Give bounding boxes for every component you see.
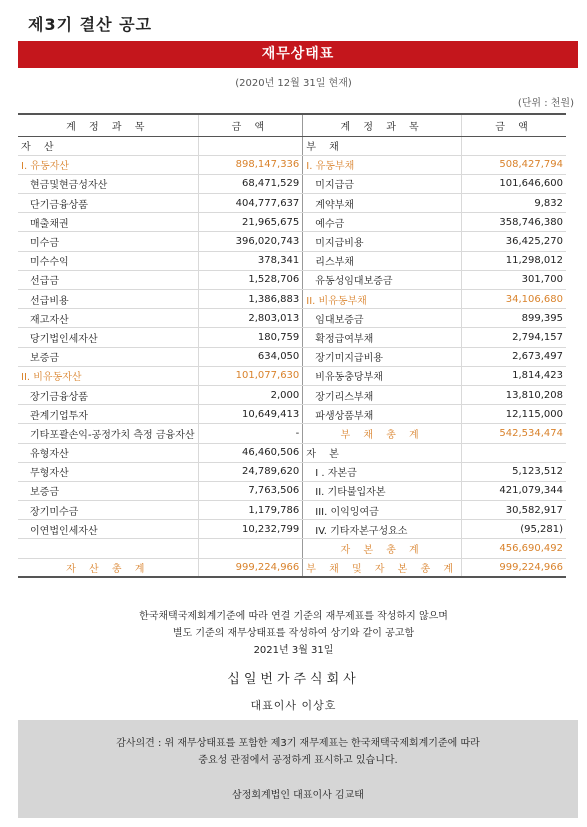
liability-equity-account: 부 채 총 계 [303,424,462,443]
liability-equity-amount: 30,582,917 [461,501,566,520]
asset-amount: 21,965,675 [198,213,303,232]
asset-amount: 999,224,966 [198,558,303,577]
liability-equity-account: 미지급비용 [303,232,462,251]
liability-equity-amount: 36,425,270 [461,232,566,251]
asset-amount: 2,000 [198,385,303,404]
liability-equity-account: 임대보증금 [303,309,462,328]
asset-account: 장기미수금 [18,501,198,520]
asset-amount: 404,777,637 [198,194,303,213]
notice-date: 2021년 3월 31일 [253,645,334,656]
liability-equity-account: 부 채 및 자 본 총 계 [303,558,462,577]
liability-equity-amount: 421,079,344 [461,481,566,500]
unit-label: (단위 : 천원) [517,98,574,109]
audit-firm: 삼정회계법인 대표이사 김교태 [232,790,364,801]
asset-account: 유형자산 [18,443,198,462]
balance-sheet-table [18,113,566,578]
table-row [18,328,566,347]
table-row [18,213,566,232]
asset-amount: 68,471,529 [198,174,303,193]
asset-account: 기타포괄손익-공정가치 측정 금융자산 [18,424,198,443]
liability-equity-amount: 508,427,794 [461,155,566,174]
table-row [18,270,566,289]
table-row [18,174,566,193]
notice-line: 별도 기준의 재무상태표를 작성하여 상기와 같이 공고함 [172,628,415,639]
liability-equity-amount: 1,814,423 [461,366,566,385]
liability-equity-account: II. 기타불입자본 [303,481,462,500]
liability-equity-account: 자 본 총 계 [303,539,462,558]
asset-account: 자 산 총 계 [18,558,198,577]
liability-equity-account: 미지급금 [303,174,462,193]
table-row [18,251,566,270]
asset-amount: 10,649,413 [198,405,303,424]
liability-equity-amount: 5,123,512 [461,462,566,481]
header-amount-left: 금 액 [198,114,303,136]
liability-equity-amount: 456,690,492 [461,539,566,558]
liability-equity-account: I . 자본금 [303,462,462,481]
table-row [18,232,566,251]
header-account-left: 계 정 과 목 [18,114,198,136]
liability-equity-amount: 12,115,000 [461,405,566,424]
asset-amount: 396,020,743 [198,232,303,251]
liability-equity-account: 비유동충당부채 [303,366,462,385]
asset-account: 단기금융상품 [18,194,198,213]
asset-account: 재고자산 [18,309,198,328]
table-row [18,385,566,404]
table-row [18,366,566,385]
table-row [18,443,566,462]
page-title: 제3기 결산 공고 [28,15,153,34]
liability-equity-account: 파생상품부채 [303,405,462,424]
asset-account: 보증금 [18,481,198,500]
asset-amount: 1,386,883 [198,290,303,309]
table-row [18,520,566,539]
asset-account: 무형자산 [18,462,198,481]
asset-account: 이연법인세자산 [18,520,198,539]
table-row [18,405,566,424]
liability-equity-amount: 11,298,012 [461,251,566,270]
asset-account: 미수수익 [18,251,198,270]
table-row [18,309,566,328]
table-row [18,539,566,558]
liability-equity-amount: 9,832 [461,194,566,213]
asset-account: 자 산 [18,136,198,155]
liability-equity-account: 부 채 [303,136,462,155]
liability-equity-account: 확정급여부채 [303,328,462,347]
table-row [18,501,566,520]
asset-account: 장기금융상품 [18,385,198,404]
liability-equity-amount: 542,534,474 [461,424,566,443]
asset-account: 매출채권 [18,213,198,232]
company-name: 십일번가주식회사 [227,672,360,687]
asset-amount: 24,789,620 [198,462,303,481]
statement-banner: 재무상태표 [18,41,578,68]
liability-equity-account: 계약부채 [303,194,462,213]
liability-equity-amount [461,136,566,155]
liability-equity-account: 장기리스부채 [303,385,462,404]
liability-equity-account: II. 비유동부채 [303,290,462,309]
asset-account: II. 비유동자산 [18,366,198,385]
asset-amount: - [198,424,303,443]
asset-amount: 898,147,336 [198,155,303,174]
liability-equity-account: 유동성임대보증금 [303,270,462,289]
liability-equity-account: I. 유동부채 [303,155,462,174]
notice-line: 한국채택국제회계기준에 따라 연결 기준의 재무제표를 작성하지 않으며 [139,611,448,622]
asset-amount: 101,077,630 [198,366,303,385]
liability-equity-amount: 101,646,600 [461,174,566,193]
table-row [18,558,566,577]
asset-account: 선급금 [18,270,198,289]
table-header-row [18,114,566,136]
table-row [18,347,566,366]
audit-opinion-box [18,720,578,818]
notice-text [0,608,587,659]
as-of-date: (2020년 12월 31일 현재) [235,78,352,89]
liability-equity-amount: 13,810,208 [461,385,566,404]
liability-equity-account: 리스부채 [303,251,462,270]
liability-equity-account: III. 이익잉여금 [303,501,462,520]
liability-equity-amount: 899,395 [461,309,566,328]
asset-amount [198,539,303,558]
liability-equity-amount: 2,794,157 [461,328,566,347]
table-row [18,462,566,481]
asset-amount: 2,803,013 [198,309,303,328]
asset-amount: 378,341 [198,251,303,270]
liability-equity-account: IV. 기타자본구성요소 [303,520,462,539]
audit-opinion-line: 감사의견 : 위 재무상태표를 포함한 제3기 재무제표는 한국채택국제회계기준에 따라 [116,738,480,749]
asset-amount: 634,050 [198,347,303,366]
table-row [18,194,566,213]
asset-account: I. 유동자산 [18,155,198,174]
table-row [18,155,566,174]
liability-equity-amount: 301,700 [461,270,566,289]
asset-account: 당기법인세자산 [18,328,198,347]
liability-equity-amount: 358,746,380 [461,213,566,232]
header-amount-right: 금 액 [461,114,566,136]
liability-equity-account: 예수금 [303,213,462,232]
liability-equity-account: 자 본 [303,443,462,462]
liability-equity-amount: 999,224,966 [461,558,566,577]
asset-amount: 46,460,506 [198,443,303,462]
asset-account: 선급비용 [18,290,198,309]
asset-account: 보증금 [18,347,198,366]
asset-amount [198,136,303,155]
header-account-right: 계 정 과 목 [303,114,462,136]
audit-opinion-line: 중요성 관점에서 공정하게 표시하고 있습니다. [198,755,398,766]
liability-equity-amount: (95,281) [461,520,566,539]
asset-amount: 7,763,506 [198,481,303,500]
liability-equity-amount: 34,106,680 [461,290,566,309]
asset-account: 관계기업투자 [18,405,198,424]
liability-equity-amount: 2,673,497 [461,347,566,366]
table-row [18,481,566,500]
asset-account: 미수금 [18,232,198,251]
asset-amount: 180,759 [198,328,303,347]
asset-account: 현금및현금성자산 [18,174,198,193]
asset-amount: 1,179,786 [198,501,303,520]
table-row [18,290,566,309]
asset-amount: 10,232,799 [198,520,303,539]
liability-equity-account: 장기미지급비용 [303,347,462,366]
table-row [18,424,566,443]
ceo-name: 대표이사 이상호 [250,699,337,712]
liability-equity-amount [461,443,566,462]
asset-account [18,539,198,558]
asset-amount: 1,528,706 [198,270,303,289]
table-row [18,136,566,155]
